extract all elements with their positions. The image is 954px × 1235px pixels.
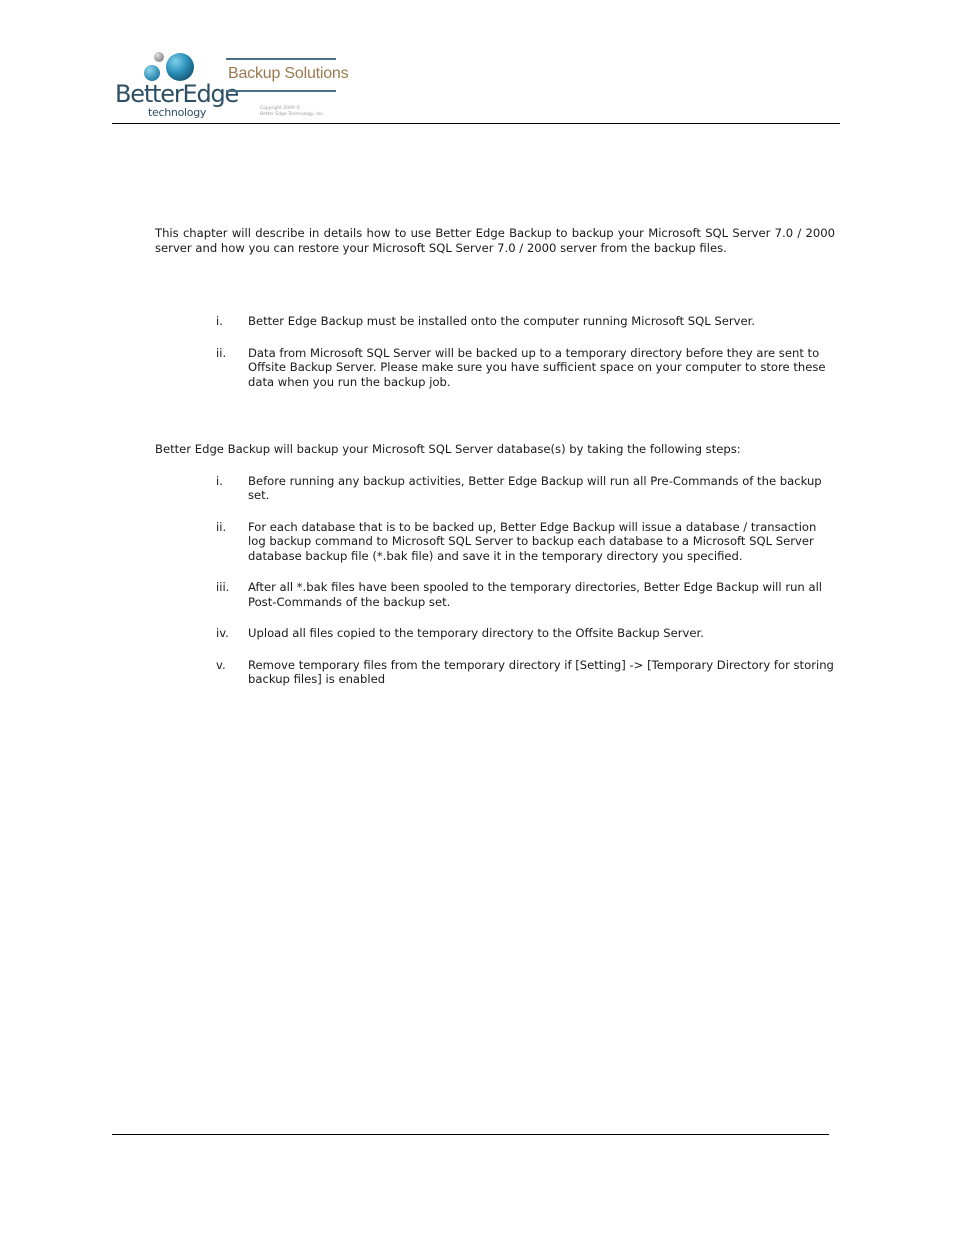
list-text: After all *.bak files have been spooled to the temporary directories, Better Edge Backup will run all Post-Commands of the backup set. xyxy=(248,580,823,609)
list-number: i. xyxy=(216,314,223,328)
list-number: ii. xyxy=(216,345,227,360)
banner-title: Backup Solutions xyxy=(228,65,349,82)
steps-list xyxy=(155,474,835,687)
steps-intro-paragraph: Better Edge Backup will backup your Microsoft SQL Server database(s) by taking the following steps: xyxy=(155,442,741,456)
list-number: iii. xyxy=(216,580,230,594)
list-item xyxy=(155,520,835,564)
copyright-line: Better Edge Technology, Inc. xyxy=(260,112,325,117)
list-item xyxy=(155,580,835,609)
list-item xyxy=(155,314,835,329)
list-number: ii. xyxy=(216,519,227,534)
copyright-line: Copyright 2009 © xyxy=(260,106,301,111)
logo-wordmark: BetterEdge xyxy=(115,80,239,108)
requirements-list xyxy=(155,314,835,389)
product-banner xyxy=(226,58,349,92)
page-header xyxy=(112,40,840,125)
list-text: Better Edge Backup must be installed onto the computer running Microsoft SQL Server. xyxy=(248,314,755,328)
logo-subtitle: technology xyxy=(148,106,207,119)
list-text: Before running any backup activities, Better Edge Backup will run all Pre-Commands of the backup set. xyxy=(248,473,822,502)
list-text: Data from Microsoft SQL Server will be backed up to a temporary directory before they are sent to Offsite Backup Server. Please make sure you have sufficient space on your computer to store these data when you run the backup job. xyxy=(248,345,826,389)
list-item xyxy=(155,346,835,390)
list-number: iv. xyxy=(216,626,229,640)
copyright-note xyxy=(260,106,324,118)
list-item xyxy=(155,474,835,503)
intro-paragraph: This chapter will describe in details how to use Better Edge Backup to backup your Microsoft SQL Server 7.0 / 2000 server and how you can restore your Microsoft SQL Server 7.0 / 2000 server from the backup files. xyxy=(155,226,835,255)
footer-divider xyxy=(112,1134,829,1135)
list-text: Remove temporary files from the temporary directory if [Setting] -> [Temporary Directory for storing backup files] is enabled xyxy=(248,657,834,686)
list-number: i. xyxy=(216,473,223,488)
list-text: Upload all files copied to the temporary directory to the Offsite Backup Server. xyxy=(248,626,704,640)
list-item xyxy=(155,658,835,687)
list-item xyxy=(155,626,835,641)
list-number: v. xyxy=(216,657,226,672)
list-text: For each database that is to be backed up, Better Edge Backup will issue a database / transaction log backup command to Microsoft SQL Server to backup each database to a Microsoft SQL Server database backup file (*.bak file) and save it in the temporary directory you specified. xyxy=(248,519,817,563)
document-body xyxy=(155,226,835,687)
header-divider xyxy=(112,123,840,124)
